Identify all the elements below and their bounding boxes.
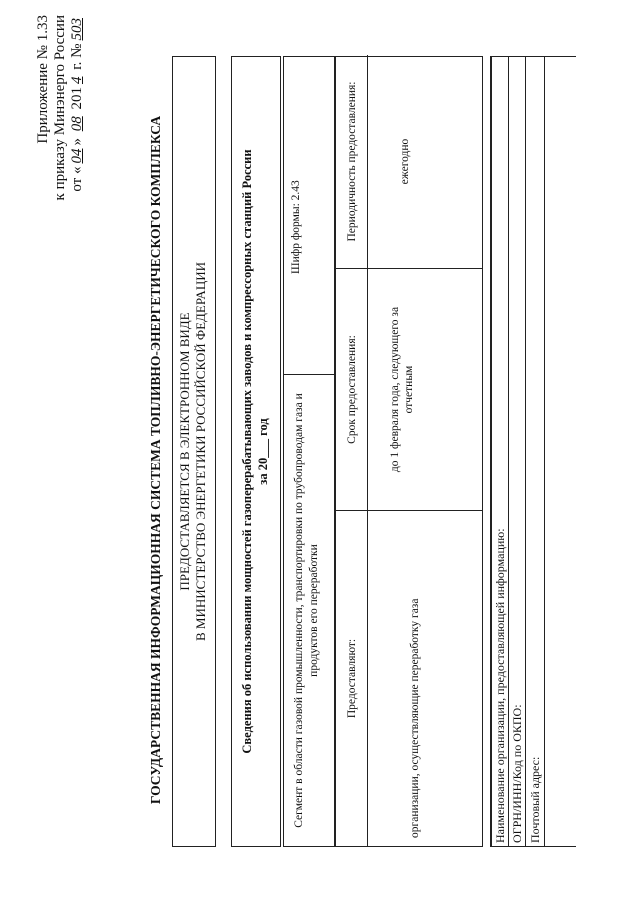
submission-notice: ПРЕДОСТАВЛЯЕТСЯ В ЭЛЕКТРОННОМ ВИДЕ В МИНИСТЕРСТВО ЭНЕРГЕТИКИ РОССИЙСКОЙ ФЕДЕРАЦИИ (172, 56, 216, 847)
table-header: Периодичность предоставления: (336, 55, 368, 268)
organization-details (490, 56, 576, 847)
divider (490, 56, 576, 57)
divider (525, 56, 526, 847)
annex-year-digit: 4 (69, 76, 85, 85)
annex-number: Приложение № 1.33 (35, 15, 51, 144)
document-title: ГОСУДАРСТВЕННАЯ ИНФОРМАЦИОННАЯ СИСТЕМА ТОПЛИВНО-ЭНЕРГЕТИЧЕСКОГО КОМПЛЕКСА (148, 115, 163, 805)
table-header: Срок предоставления: (336, 269, 368, 510)
annex-order: к приказу Минэнерго России (52, 15, 68, 201)
table-column-submitters (336, 510, 482, 846)
segment-cipher-row (283, 56, 335, 847)
segment-text: Сегмент в области газовой промышленности, транспортировки по трубопроводам газа и продуктов его переработки (284, 374, 334, 846)
divider (508, 56, 509, 847)
table-cell: ежегодно (399, 138, 411, 185)
divider (490, 56, 492, 847)
org-ogrn-label: ОГРН/ИНН/Код по ОКПО: (510, 704, 524, 843)
org-name-label: Наименование организации, предоставляющей информацию: (493, 528, 507, 843)
form-cipher: Шифр формы: 2.43 (290, 180, 302, 274)
submission-terms-table (335, 56, 483, 847)
report-title-box: Сведения об использовании мощностей газоперерабатывающих заводов и компрессорных станций России за 20___ год (231, 56, 281, 847)
annex-month: 08 (69, 116, 85, 132)
annex-doc-number: 503 (69, 18, 85, 41)
table-header: Предоставляют: (336, 511, 368, 846)
table-cell: организации, осуществляющие переработку газа (409, 598, 421, 838)
annex-date-line: от «04» 08 2014 г. №503 (69, 15, 86, 275)
annex-reference (35, 15, 86, 275)
divider (490, 846, 576, 847)
table-cell: до 1 февраля года, следующего за отчетным (389, 306, 415, 473)
table-column-deadline (336, 268, 482, 510)
annex-day: 04 (69, 148, 85, 164)
divider (544, 56, 545, 847)
table-column-periodicity (336, 55, 482, 268)
org-address-label: Почтовый адрес: (528, 756, 542, 843)
